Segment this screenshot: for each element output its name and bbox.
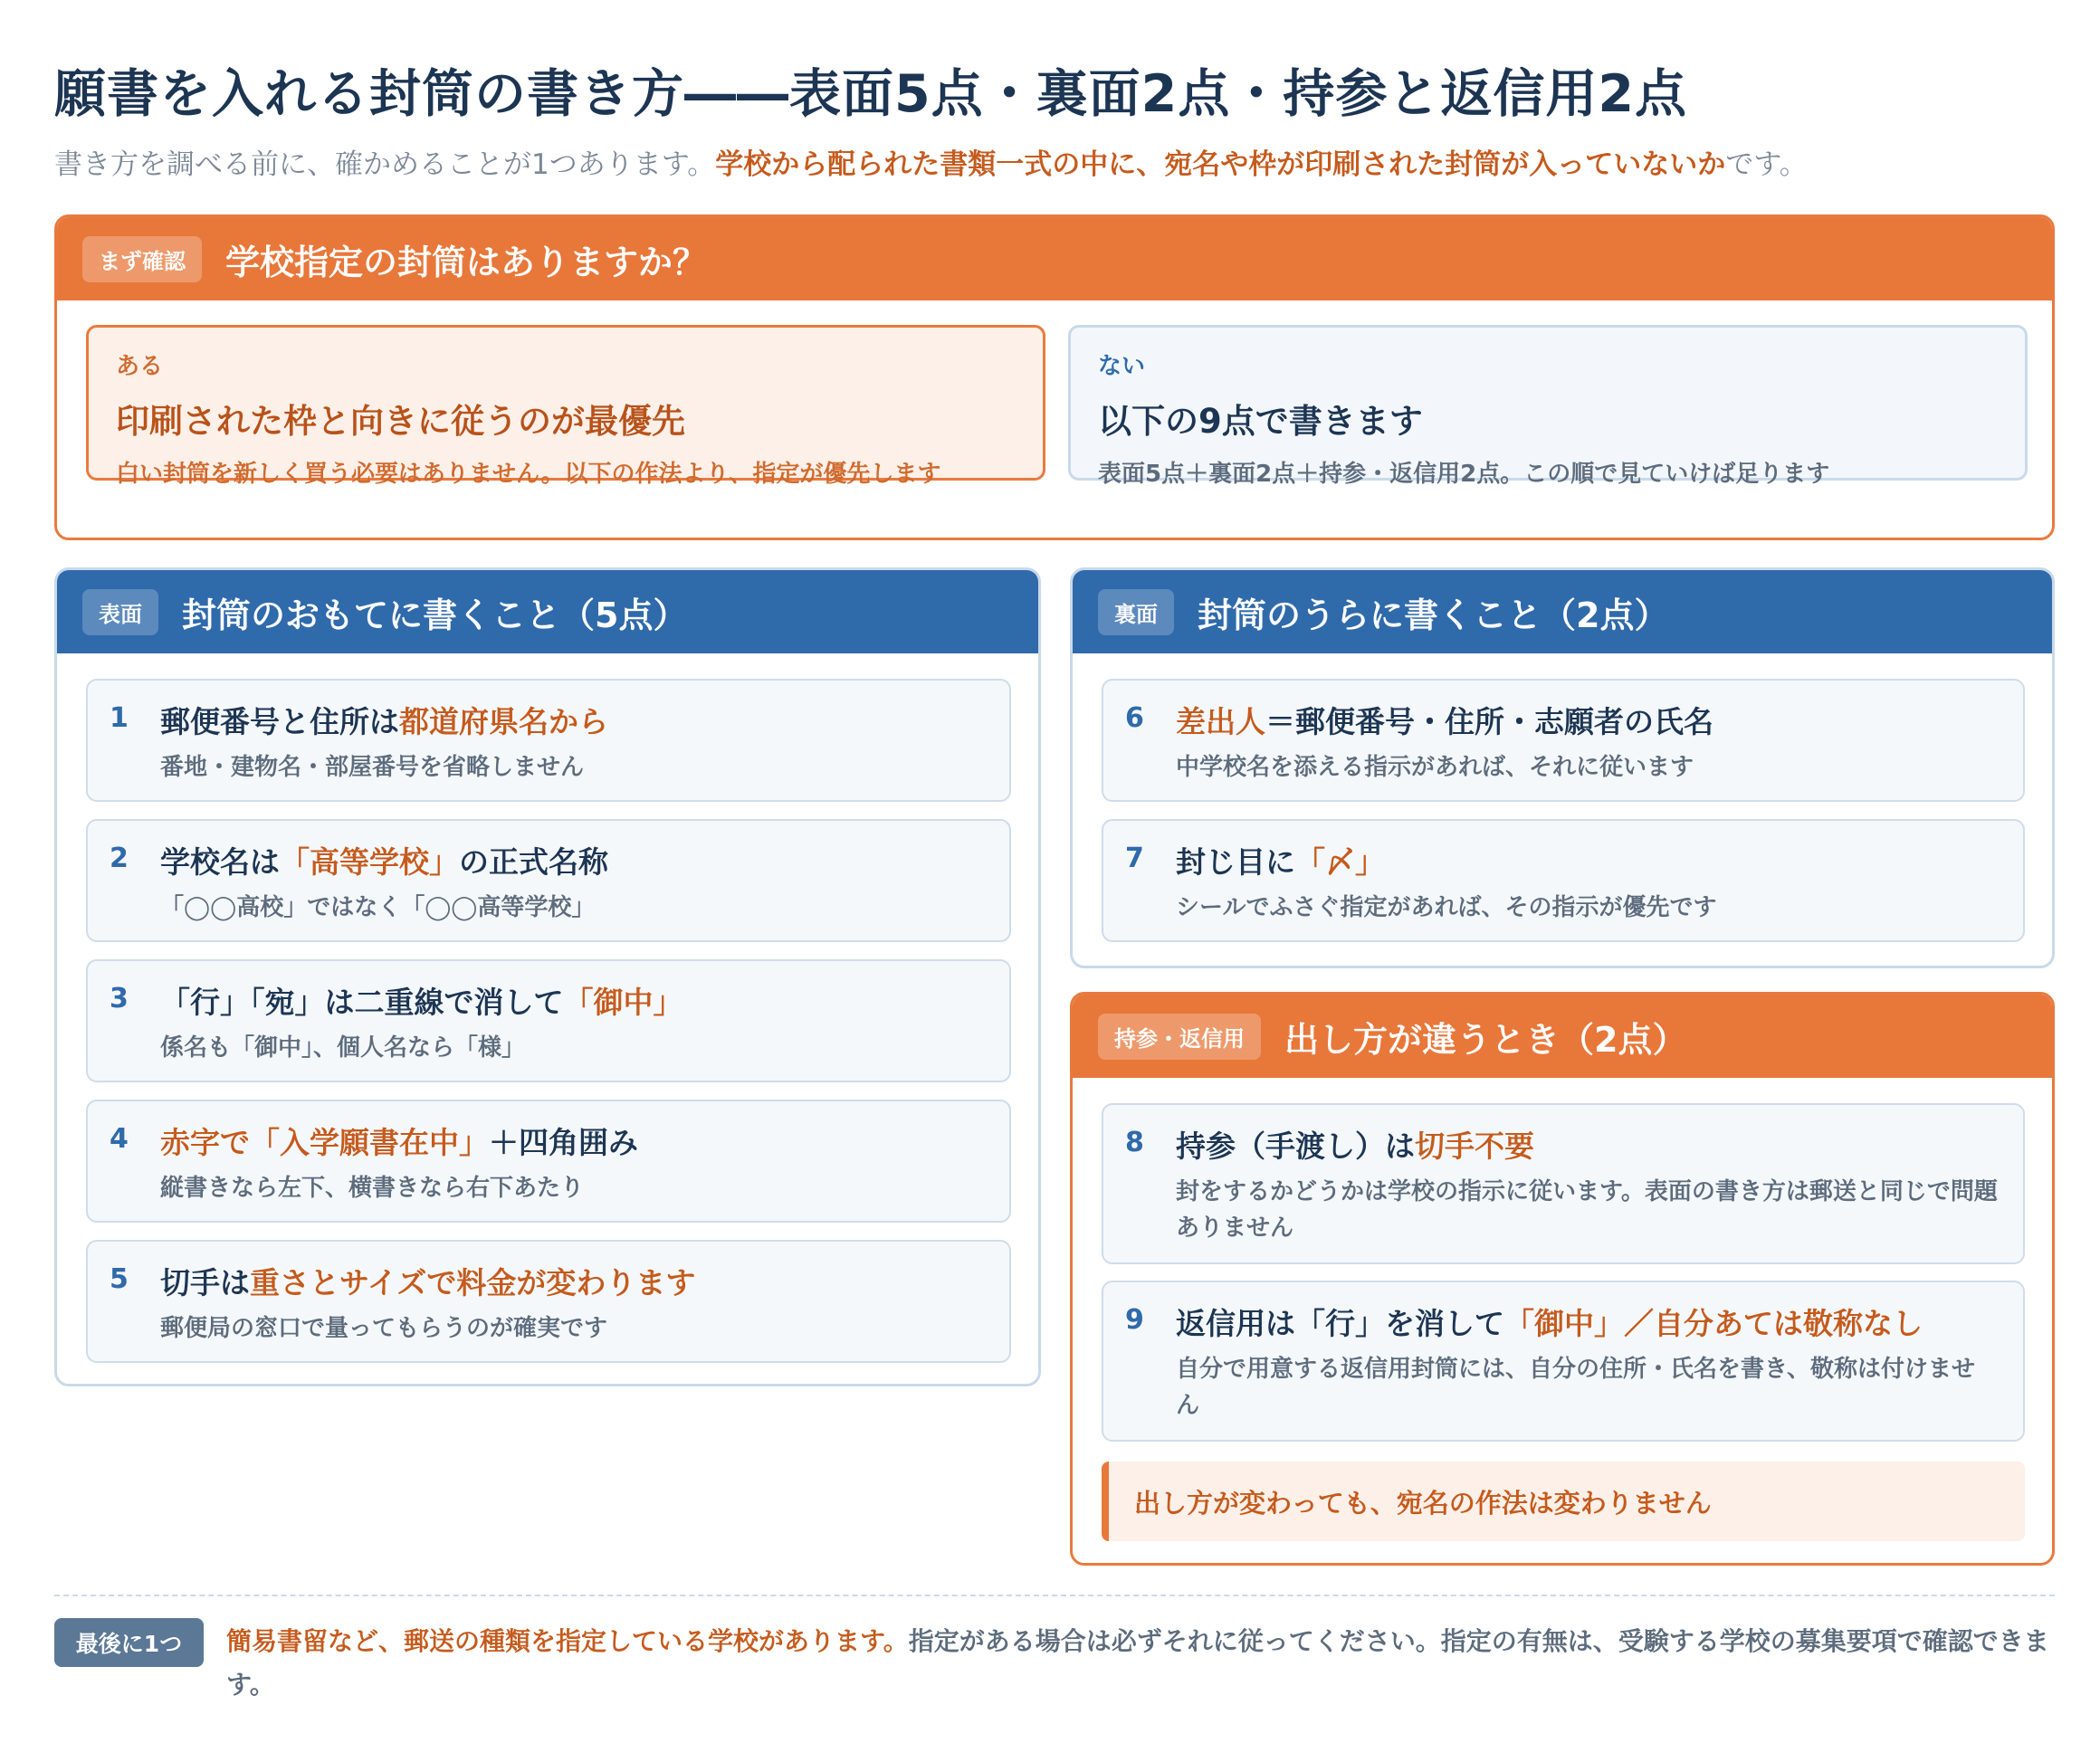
item-desc: 郵便局の窓口で量ってもらうのが確実です: [160, 1315, 608, 1342]
delivery-item-8: [1102, 1103, 2025, 1264]
option-yes-tag: ある: [116, 353, 164, 380]
check-panel-header: [57, 217, 2052, 300]
front-panel-title: 封筒のおもてに書くこと（5点）: [182, 595, 688, 635]
divider: [54, 1595, 2055, 1596]
front-panel: [54, 567, 1041, 1386]
front-item-1: [86, 679, 1011, 802]
option-no-tag: ない: [1098, 353, 1146, 380]
check-panel-title: 学校指定の封筒はありますか？: [225, 242, 708, 282]
option-no-title: 以下の9点で書きます: [1098, 402, 1423, 441]
item-desc: 自分で用意する返信用封筒には、自分の住所・氏名を書き、敬称は付けません: [1176, 1356, 1975, 1419]
delivery-item-9: [1102, 1281, 2025, 1442]
item-desc: 番地・建物名・部屋番号を省略しません: [160, 754, 585, 781]
front-item-3: [86, 959, 1011, 1082]
item-number: 7: [1125, 843, 1144, 874]
item-desc: 封をするかどうかは学校の指示に従います。表面の書き方は郵送と同じで問題ありません: [1176, 1178, 1998, 1242]
item-title: 郵便番号と住所は都道府県名から: [160, 704, 608, 739]
item-number: 8: [1125, 1127, 1144, 1158]
item-desc: 係名も「御中」、個人名なら「様」: [160, 1034, 526, 1062]
page-title: 願書を入れる封筒の書き方――表面5点・裏面2点・持参と返信用2点: [54, 64, 1687, 124]
delivery-callout: 出し方が変わっても、宛名の作法は変わりません: [1102, 1462, 2025, 1541]
back-item-6: [1102, 679, 2025, 802]
option-yes-note: 白い封筒を新しく買う必要はありません。以下の作法より、指定が優先します: [116, 461, 941, 488]
item-title: 封じ目に「〆」: [1176, 844, 1385, 880]
back-item-7: [1102, 819, 2025, 942]
item-title: 切手は重さとサイズで料金が変わります: [160, 1265, 696, 1300]
back-panel: [1070, 567, 2055, 968]
item-number: 6: [1125, 702, 1144, 734]
item-number: 3: [110, 983, 129, 1014]
item-number: 1: [110, 702, 129, 734]
item-desc: シールでふさぐ指定があれば、その指示が優先です: [1176, 894, 1717, 921]
item-number: 2: [110, 843, 129, 874]
back-panel-header: [1073, 570, 2052, 653]
back-panel-tag: 裏面: [1098, 589, 1174, 635]
item-desc: 中学校名を添える指示があれば、それに従います: [1176, 754, 1694, 781]
item-title: 赤字で「入学願書在中」＋四角囲み: [160, 1125, 638, 1160]
item-number: 4: [110, 1123, 129, 1155]
item-number: 9: [1125, 1304, 1144, 1336]
check-panel-tag: まず確認: [82, 236, 202, 282]
item-desc: 縦書きなら左下、横書きなら右下あたり: [160, 1175, 585, 1202]
subtitle-highlight: 学校から配られた書類一式の中に、宛名や枠が印刷された封筒が入っていないか: [715, 148, 1726, 181]
check-panel: [54, 214, 2055, 540]
back-panel-title: 封筒のうらに書くこと（2点）: [1198, 595, 1669, 635]
front-panel-header: [57, 570, 1038, 653]
subtitle-end: です。: [1725, 148, 1808, 181]
front-item-2: [86, 819, 1011, 942]
page-subtitle: [54, 141, 2046, 182]
final-note-tag: 最後に1つ: [54, 1618, 204, 1667]
item-title: 持参（手渡し）は切手不要: [1176, 1129, 1534, 1164]
front-item-5: [86, 1240, 1011, 1363]
item-title: 差出人＝郵便番号・住所・志願者の氏名: [1176, 704, 1713, 739]
item-number: 5: [110, 1263, 129, 1295]
final-note-text: 簡易書留など、郵送の種類を指定している学校があります。指定がある場合は必ずそれに従ってください。指定の有無は、受験する学校の募集要項で確認できます。: [226, 1626, 2049, 1700]
option-no-note: 表面5点＋裏面2点＋持参・返信用2点。この順で見ていけば足ります: [1098, 461, 1830, 488]
option-yes-title: 印刷された枠と向きに従うのが最優先: [116, 402, 685, 441]
delivery-panel-header: [1073, 995, 2052, 1078]
delivery-panel-title: 出し方が違うとき（2点）: [1284, 1019, 1687, 1060]
delivery-panel-tag: 持参・返信用: [1098, 1014, 1261, 1060]
item-title: 学校名は「高等学校」の正式名称: [160, 844, 608, 880]
subtitle-text: 書き方を調べる前に、確かめることが1つあります。: [54, 148, 716, 181]
option-no: [1068, 325, 2028, 488]
front-panel-tag: 表面: [82, 589, 158, 635]
item-desc: 「◯◯高校」ではなく「◯◯高等学校」: [160, 894, 596, 921]
option-yes: [86, 325, 1045, 488]
delivery-panel: [1070, 992, 2055, 1566]
front-item-4: [86, 1100, 1011, 1223]
item-title: 返信用は「行」を消して「御中」／自分あては敬称なし: [1176, 1306, 1923, 1341]
item-title: 「行」「宛」は二重線で消して「御中」: [160, 985, 683, 1020]
